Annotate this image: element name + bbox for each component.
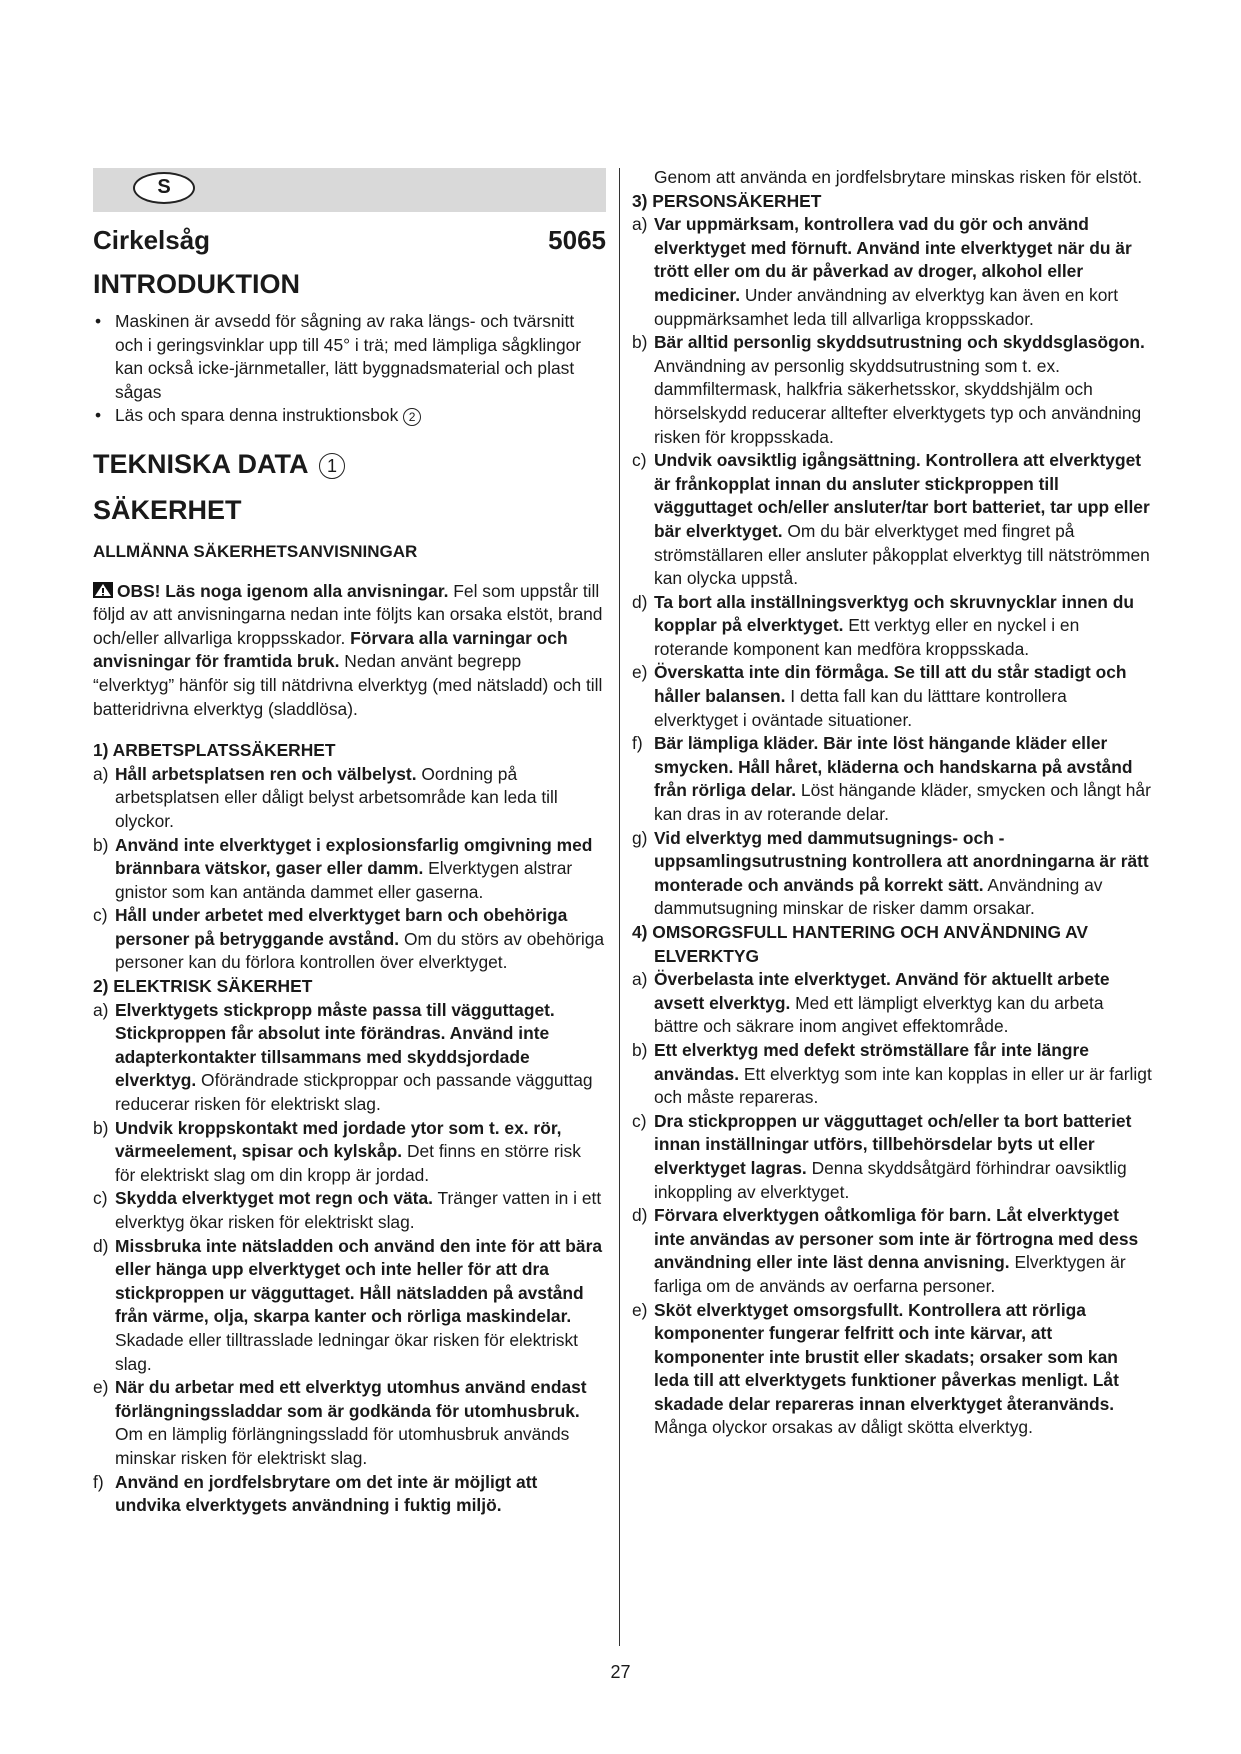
section-heading-workplace: 1) ARBETSPLATSSÄKERHET [93, 740, 336, 761]
introduction-heading: INTRODUKTION [93, 269, 300, 299]
page-title: Cirkelsåg [93, 225, 211, 255]
list-item: b) Ett elverktyg med defekt strömställare får inte längre användas. Ett elverktyg som inte kan kopplas in eller ur är farligt och måste repareras. [632, 1039, 1152, 1108]
section-heading-handling: 4) OMSORGSFULL HANTERING OCH ANVÄNDNING AV ELVERKTYG [632, 922, 1089, 966]
model-number: 5065 [548, 225, 606, 255]
warning-paragraph: OBS! Läs noga igenom alla anvisningar. Fel som uppstår till följd av att anvisningarna nedan inte följts kan orsaka elstöt, brand och/eller allvarliga kroppsskador. Förvara alla varningar och anvisningar för framtida bruk. Nedan använt begrepp “elverktyg” hänför sig till nätdrivna elverktyg (med nätsladd) och till batteridrivna elverktyg (sladdlösa). [93, 580, 603, 719]
right-column [632, 166, 1152, 1440]
list-item: b) Bär alltid personlig skyddsutrustning och skyddsglasögon. Användning av personlig skyddsutrustning som t. ex. dammfiltermask, halkfria säkerhetsskor, skyddshjälm och hörselskydd reducerar alltefter elverktygets typ och användning risken för kroppsskada. [632, 332, 1145, 447]
language-badge: S [133, 172, 195, 204]
list-item: a) Håll arbetsplatsen ren och välbelyst. Oordning på arbetsplatsen eller dåligt belyst arbetsområde kan leda till olyckor. [93, 763, 558, 831]
list-item: d) Ta bort alla inställningsverktyg och skruvnycklar innen du kopplar på elverktyget. Ett verktyg eller en nyckel i en roterande komponent kan medföra kroppsskada. [632, 591, 1134, 659]
list-item-continuation: Genom att använda en jordfelsbrytare minskas risken för elstöt. [654, 167, 1143, 187]
left-column [93, 168, 606, 1518]
title-row [93, 224, 606, 256]
list-item: c) Dra stickproppen ur vägguttaget och/eller ta bort batteriet innan inställningar utförs, tillbehörsdelar byts ut eller elverktyget lagras. Denna skyddsåtgärd förhindrar oavsiktlig inkoppling av elverktyget. [632, 1110, 1132, 1202]
list-item: a) Överbelasta inte elverktyget. Använd för aktuellt arbete avsett elverktyg. Med ett lämpligt elverktyg kan du arbeta bättre och säkrare inom angivet effektområde. [632, 969, 1110, 1037]
tech-data-heading: TEKNISKA DATA 1 [93, 448, 606, 480]
figure-reference: 2 [403, 408, 421, 426]
list-item: • Läs och spara denna instruktionsbok 2 [93, 404, 606, 428]
list-item: a) Elverktygets stickpropp måste passa till vägguttaget. Stickproppen får absolut inte förändras. Använd inte adapterkontakter tillsammans med skyddsjordade elverktyg. Oförändrade stickproppar och passande vägguttag reducerar risken för elektriskt slag. [93, 999, 593, 1115]
general-safety-heading: ALLMÄNNA SÄKERHETSANVISNINGAR [93, 541, 418, 561]
safety-heading: SÄKERHET [93, 494, 242, 525]
list-item: g) Vid elverktyg med dammutsugnings- och -uppsamlingsutrustning kontrollera att anordningarna är rätt monterade och används på korrekt sätt. Användning av dammutsugning minskar de risker damm orsakar. [632, 827, 1149, 919]
list-item: c) Skydda elverktyget mot regn och väta. Tränger vatten in i ett elverktyg ökar risken för elektriskt slag. [93, 1188, 602, 1232]
section-heading-electrical: 2) ELEKTRISK SÄKERHET [93, 976, 313, 997]
list-item: b) Använd inte elverktyget i explosionsfarlig omgivning med brännbara vätskor, gaser eller damm. Elverktygen alstrar gnistor som kan antända dammet eller gaserna. [93, 834, 593, 902]
list-item: f) Bär lämpliga kläder. Bär inte löst hängande kläder eller smycken. Håll håret, kläderna och handskarna på avstånd från rörliga delar. Löst hängande kläder, smycken och långt hår kan dras in av roterande delar. [632, 733, 1151, 825]
list-item: • Maskinen är avsedd för sågning av raka längs- och tvärsnitt och i geringsvinklar upp till 45° i trä; med lämpliga sågklingor kan också icke-järnmetaller, lätt byggnadsmaterial och plast sågas [93, 310, 606, 404]
page-number: 27 [610, 1662, 631, 1682]
list-item: d) Missbruka inte nätsladden och använd den inte för att bära eller hänga upp elverktyget och inte heller för att dra stickproppen ur vägguttaget. Håll nätsladden på avstånd från värme, olja, skarpa kanter och rörliga maskindelar. Skadade eller tilltrasslade ledningar ökar risken för elektriskt slag. [93, 1235, 603, 1374]
introduction-list [93, 310, 606, 428]
list-item: e) Sköt elverktyget omsorgsfullt. Kontrollera att rörliga komponenter fungerar felfritt och inte kärvar, att komponenter inte brustit eller skadats; orsaker som kan leda till att elverktygets funktioner påverkas menligt. Låt skadade delar repareras innan elverktyget återanvänds. Många olyckor orsakas av dåligt skötta elverktyg. [632, 1299, 1119, 1438]
warning-icon [93, 582, 113, 598]
column-divider [619, 168, 620, 1646]
list-item: c) Håll under arbetet med elverktyget barn och obehöriga personer på betryggande avstånd. Om du störs av obehöriga personer kan du förlora kontrollen över elverktyget. [93, 905, 605, 973]
list-item: d) Förvara elverktygen oåtkomliga för barn. Låt elverktyget inte användas av personer som inte är förtrogna med dess användning eller inte läst denna anvisning. Elverktygen är farliga om de används av oerfarna personer. [632, 1205, 1139, 1296]
list-item: e) Överskatta inte din förmåga. Se till att du står stadigt och håller balansen. I detta fall kan du lätttare kontrollera elverktyget i oväntade situationer. [632, 662, 1127, 730]
section-heading-personal: 3) PERSONSÄKERHET [632, 190, 822, 211]
list-item: a) Var uppmärksam, kontrollera vad du gör och använd elverktyget med förnuft. Använd inte elverktyget när du är trött eller om du är påverkad av droger, alkohol eller mediciner. Under användning av elverktyg kan även en kort ouppmärksamhet leda till allvarliga kroppsskador. [632, 214, 1132, 329]
list-item: b) Undvik kroppskontakt med jordade ytor som t. ex. rör, värmeelement, spisar och kylskåp. Det finns en större risk för elektriskt slag om din kropp är jordad. [93, 1117, 581, 1185]
language-bar [93, 168, 606, 212]
list-item: c) Undvik oavsiktlig igångsättning. Kontrollera att elverktyget är frånkopplat innan du ansluter stickproppen till vägguttaget och/eller ansluter/tar bort batteriet, tar upp eller bär elverktyget. Om du bär elverktyget med fingret på strömställaren eller ansluter påkopplat elverktyg till nätströmmen kan olycka uppstå. [632, 450, 1150, 589]
list-item: f) Använd en jordfelsbrytare om det inte är möjligt att undvika elverktygets användning i fuktig miljö. [93, 1471, 538, 1516]
figure-reference: 1 [319, 453, 345, 479]
list-item: e) När du arbetar med ett elverktyg utomhus använd endast förlängningssladdar som är godkända för utomhusbruk. Om en lämplig förlängningssladd för utomhusbruk används minskar risken för elektriskt slag. [93, 1377, 587, 1468]
